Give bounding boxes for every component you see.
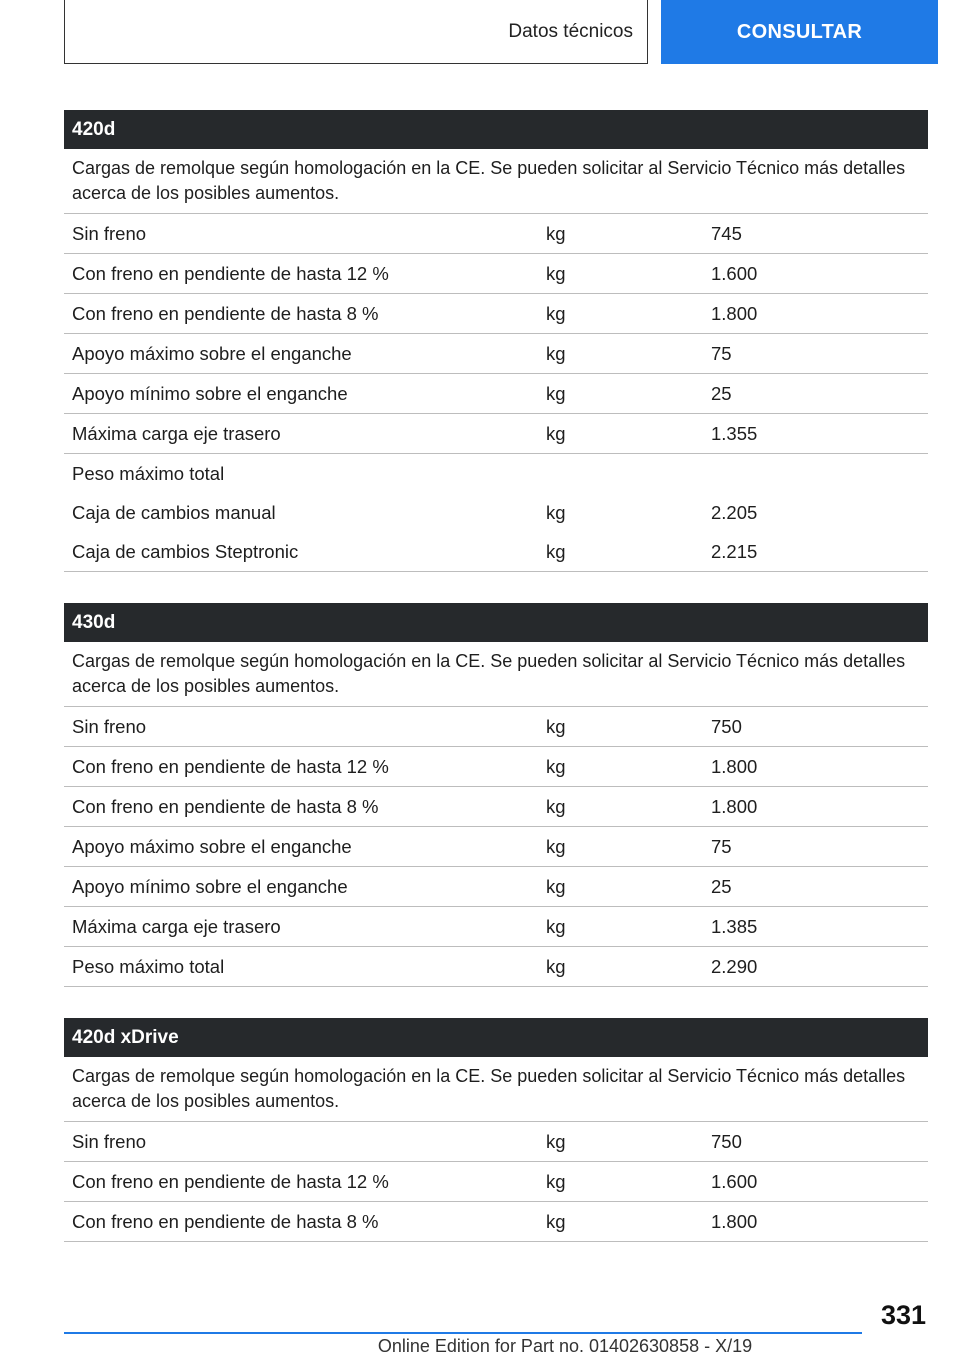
section-420d-xdrive (64, 1018, 928, 1242)
row-value: 745 (711, 222, 742, 244)
row-value: 750 (711, 1130, 742, 1152)
table-row (64, 214, 928, 254)
row-unit: kg (546, 302, 566, 324)
row-label: Sin freno (72, 715, 147, 737)
table-row (64, 493, 928, 532)
row-label: Sin freno (72, 1130, 147, 1152)
row-label: Con freno en pendiente de hasta 12 % (72, 755, 389, 777)
row-unit: kg (546, 501, 566, 523)
row-value: 1.385 (711, 915, 758, 937)
row-value: 1.600 (711, 262, 758, 284)
section-description: Cargas de remolque según homologación en la CE. Se pueden solicitar al Servicio Técnico más detalles acerca de los posibles aumentos. (64, 642, 928, 707)
row-unit: kg (546, 1130, 566, 1152)
table-row (64, 294, 928, 334)
page-number: 331 (880, 1300, 926, 1330)
row-label: Con freno en pendiente de hasta 12 % (72, 262, 389, 284)
table-row (64, 947, 928, 987)
section-title: 430d (64, 603, 928, 642)
row-value: 2.290 (711, 955, 758, 977)
footer-divider (64, 1332, 862, 1334)
row-value: 2.215 (711, 540, 758, 562)
row-label: Sin freno (72, 222, 147, 244)
row-unit: kg (546, 835, 566, 857)
row-unit: kg (546, 875, 566, 897)
row-unit: kg (546, 342, 566, 364)
row-unit: kg (546, 1170, 566, 1192)
row-unit: kg (546, 955, 566, 977)
row-value: 750 (711, 715, 742, 737)
consultar-button[interactable] (661, 0, 938, 64)
section-title: 420d xDrive (64, 1018, 928, 1057)
row-value: 1.355 (711, 422, 758, 444)
consultar-button-label: CONSULTAR (736, 20, 863, 43)
chapter-tab-label: Datos técnicos (508, 20, 633, 42)
chapter-tab[interactable] (64, 0, 648, 64)
row-unit: kg (546, 755, 566, 777)
row-label: Caja de cambios Steptronic (72, 540, 299, 562)
row-unit: kg (546, 1210, 566, 1232)
section-description: Cargas de remolque según homologación en la CE. Se pueden solicitar al Servicio Técnico más detalles acerca de los posibles aumentos. (64, 149, 928, 214)
row-unit: kg (546, 915, 566, 937)
row-label: Apoyo máximo sobre el enganche (72, 342, 352, 364)
table-row (64, 707, 928, 747)
row-unit: kg (546, 382, 566, 404)
table-row (64, 374, 928, 414)
row-label: Máxima carga eje trasero (72, 915, 281, 937)
section-description: Cargas de remolque según homologación en la CE. Se pueden solicitar al Servicio Técnico más detalles acerca de los posibles aumentos. (64, 1057, 928, 1122)
row-label: Apoyo mínimo sobre el enganche (72, 875, 348, 897)
table-row (64, 1122, 928, 1162)
table-row (64, 414, 928, 454)
table-row (64, 907, 928, 947)
row-label: Máxima carga eje trasero (72, 422, 281, 444)
row-unit: kg (546, 422, 566, 444)
table-row (64, 254, 928, 294)
row-label: Peso máximo total (72, 462, 225, 484)
table-row (64, 454, 928, 493)
row-label: Peso máximo total (72, 955, 225, 977)
row-value: 1.800 (711, 795, 758, 817)
row-value: 2.205 (711, 501, 758, 523)
row-unit: kg (546, 540, 566, 562)
row-unit: kg (546, 222, 566, 244)
row-value: 1.800 (711, 755, 758, 777)
row-value: 1.800 (711, 302, 758, 324)
table-row (64, 747, 928, 787)
row-unit: kg (546, 715, 566, 737)
row-value: 25 (711, 875, 732, 897)
footer-edition-text: Online Edition for Part no. 01402630858 - X/19 (377, 1336, 753, 1356)
table-row (64, 867, 928, 907)
table-row (64, 1202, 928, 1242)
row-unit: kg (546, 262, 566, 284)
page-header (0, 0, 960, 66)
row-label: Apoyo mínimo sobre el enganche (72, 382, 348, 404)
technical-data-content (64, 110, 928, 1273)
table-row (64, 334, 928, 374)
table-row (64, 787, 928, 827)
row-value: 75 (711, 835, 732, 857)
row-value: 25 (711, 382, 732, 404)
row-label: Con freno en pendiente de hasta 12 % (72, 1170, 389, 1192)
row-label: Caja de cambios manual (72, 501, 276, 523)
row-label: Con freno en pendiente de hasta 8 % (72, 302, 379, 324)
row-label: Con freno en pendiente de hasta 8 % (72, 795, 379, 817)
section-title: 420d (64, 110, 928, 149)
table-row (64, 532, 928, 572)
table-row (64, 827, 928, 867)
row-value: 1.800 (711, 1210, 758, 1232)
section-430d (64, 603, 928, 987)
row-label: Con freno en pendiente de hasta 8 % (72, 1210, 379, 1232)
section-420d (64, 110, 928, 572)
table-row (64, 1162, 928, 1202)
row-unit: kg (546, 795, 566, 817)
row-label: Apoyo máximo sobre el enganche (72, 835, 352, 857)
row-value: 1.600 (711, 1170, 758, 1192)
row-value: 75 (711, 342, 732, 364)
